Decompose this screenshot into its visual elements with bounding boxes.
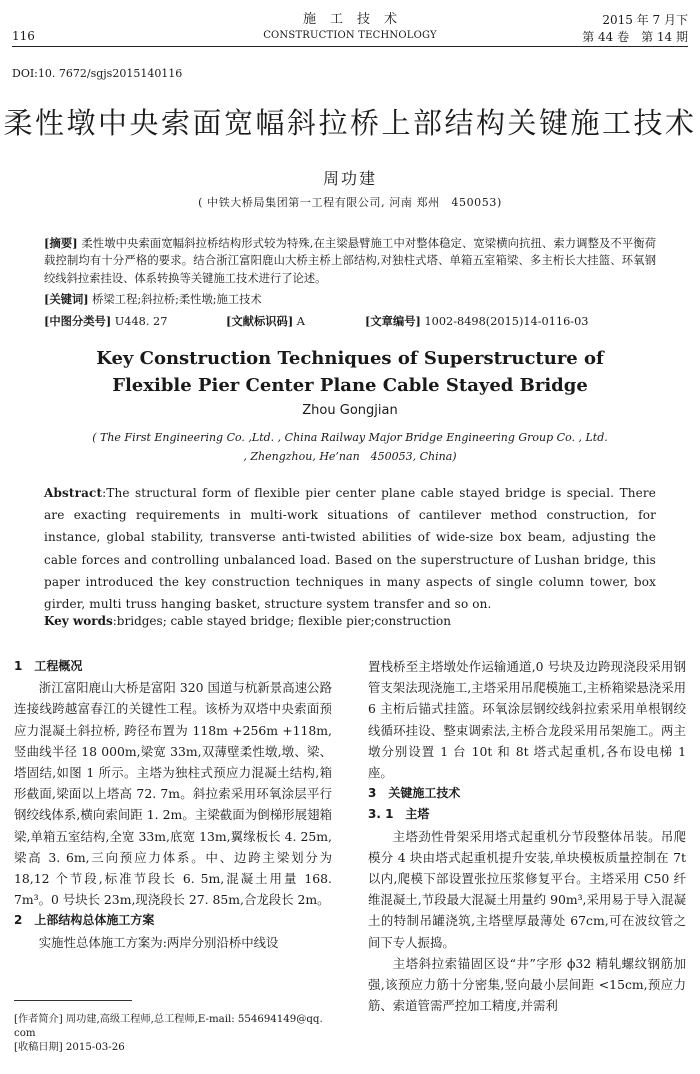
abstract-cn-text: 柔性墩中央索面宽幅斜拉桥结构形式较为特殊,在主梁悬臂施工中对整体稳定、宽梁横向抗扭、索力调整及不平衡荷载控制均有十分严格的要求。结合浙江富阳鹿山大桥主桥上部结构,对独柱式塔、单箱五室箱梁、多主桁长大挂篮、环氧钢绞线斜拉索挂设、体系转换等关键施工技术进行了论述。 — [44, 237, 656, 285]
doc-code-value: A — [293, 315, 305, 328]
article-no-value: 1002-8498(2015)14-0116-03 — [420, 315, 589, 328]
journal-name — [230, 12, 470, 43]
body-column-left — [14, 656, 332, 953]
abstract-cn — [44, 235, 656, 287]
volume-issue: 第 44 卷 第 14 期 — [582, 30, 688, 44]
section-1-heading: 1 工程概况 — [14, 659, 83, 673]
journal-name-en: CONSTRUCTION TECHNOLOGY — [263, 30, 437, 41]
affiliation-cn: ( 中铁大桥局集团第一工程有限公司, 河南 郑州 450053) — [198, 196, 502, 209]
article-no-label: [文章编号] — [365, 314, 421, 328]
section-1-paragraph: 浙江富阳鹿山大桥是富阳 320 国道与杭新景高速公路连接线跨越富春江的关键性工程。该桥为双塔中央索面预应力混凝土斜拉桥, 跨径布置为 118m +256m +118m,竖曲线半径 18 000m,梁宽 33m,双薄壁柔性墩,墩、梁、塔固结,如图 1 所示。主塔为独柱式预应力混凝土结构,箱形截面,梁面以上塔高 72. 7m。斜拉索采用环氧涂层平行钢绞线体系,横向索间距 1. 2m。主梁截面为倒梯形展翅箱梁,单箱五室结构,全宽 33m,底宽 13m,翼缘板长 4. 25m,梁高 3. 6m,三向预应力体系。中、边跨主梁划分为 18,12 个节段,标准节段长 6. 5m,混凝土用量 168. 7m³。0 号块长 23m,现浇段长 27. 85m,合龙段长 2m。 — [14, 680, 332, 908]
doc-code-label: [文献标识码] — [226, 314, 294, 328]
journal-name-cn: 施工技术 — [302, 12, 411, 27]
clc-label: [中图分类号] — [44, 314, 112, 328]
section-3-1-heading: 3. 1 主塔 — [368, 807, 430, 822]
abstract-cn-label: [摘要] — [44, 236, 78, 250]
keywords-en — [44, 614, 656, 628]
abstract-en-text: :The structural form of flexible pier center plane cable stayed bridge is special. There are exacting requirements in multi-work situations of cantilever method construction, for instance, global stability, transverse anti-twisted abilities of wide-size box beam, adjusting the cable forces and controlling unbalanced load. Based on the superstructure of Lushan bridge, this paper introduced the key construction techniques in many aspects of single column tower, box girder, multi truss hanging basket, structure system transfer and so on. — [44, 486, 656, 612]
clc-value: U448. 27 — [111, 315, 168, 328]
section-3-1-paragraph-1: 主塔劲性骨架采用塔式起重机分节段整体吊装。吊爬模分 4 块由塔式起重机提升安装,单块模板质量控制在 7t 以内,爬模下部设置张拉压浆修复平台。主塔采用 C50 纤维混凝土,节段最大混凝土用量约 90m³,采用易于导入混凝土的特制吊罐浇筑,主塔壁厚最薄处 67cm,可在波纹管之间下专人振捣。 — [368, 828, 686, 950]
issue-info — [582, 12, 688, 46]
clc-number — [44, 313, 167, 329]
received-date: [收稿日期] 2015-03-26 — [14, 1041, 125, 1053]
doi: DOI:10. 7672/sgjs2015140116 — [12, 67, 183, 80]
section-2-heading: 2 上部结构总体施工方案 — [14, 913, 155, 928]
keywords-en-text: :bridges; cable stayed bridge; flexible pier;construction — [112, 614, 451, 628]
affiliation-en: ( The First Engineering Co. ,Ltd. , China Railway Major Bridge Engineering Group Co. , Ltd. , Zhengzhou, He’nan 450053, China) — [92, 431, 608, 463]
author-intro: [作者简介] 周功建,高级工程师,总工程师,E-mail: 554694149@qq. com — [14, 1014, 323, 1039]
section-2-paragraph: 实施性总体施工方案为:两岸分别沿桥中线设 — [38, 934, 279, 950]
document-code — [226, 313, 305, 329]
page-number: 116 — [12, 29, 35, 43]
title-cn: 柔性墩中央索面宽幅斜拉桥上部结构关键施工技术 — [3, 106, 697, 140]
section-3-heading: 3 关键施工技术 — [368, 786, 461, 801]
section-3-1-paragraph-2: 主塔斜拉索锚固区设“井”字形 ϕ32 精轧螺纹钢筋加强,该预应力筋十分密集,竖向最小层间距 <15cm,预应力筋、索道管需严控加工精度,并需利 — [368, 955, 686, 1014]
author-en: Zhou Gongjian — [302, 403, 398, 418]
keywords-en-label: Key words — [44, 614, 113, 628]
abstract-en-label: Abstract — [44, 486, 103, 500]
title-en: Key Construction Techniques of Superstructure of Flexible Pier Center Plane Cable Stayed Bridge — [96, 348, 604, 396]
keywords-cn — [44, 291, 656, 307]
keywords-cn-text: 桥梁工程;斜拉桥;柔性墩;施工技术 — [88, 293, 262, 306]
header-rule — [12, 46, 688, 47]
issue-date: 2015 年 7 月下 — [602, 13, 688, 27]
abstract-en — [44, 482, 656, 615]
body-column-right — [368, 656, 686, 1016]
author-cn: 周功建 — [322, 169, 377, 188]
section-2-paragraph-continued: 置栈桥至主塔墩处作运输通道,0 号块及边跨现浇段采用钢管支架法现浇施工,主塔采用吊爬模施工,主桥箱梁悬浇采用 6 主桁后锚式挂篮。环氧涂层钢绞线斜拉索采用单根钢绞线循环挂设、整束调索法,主桥合龙段采用吊架施工。两主墩分别设置 1 台 10t 和 8t 塔式起重机,各布设电梯 1 座。 — [368, 659, 686, 781]
footnote-rule — [14, 1000, 132, 1001]
footnote — [14, 1013, 332, 1054]
keywords-cn-label: [关键词] — [44, 292, 89, 306]
article-number — [365, 313, 589, 329]
